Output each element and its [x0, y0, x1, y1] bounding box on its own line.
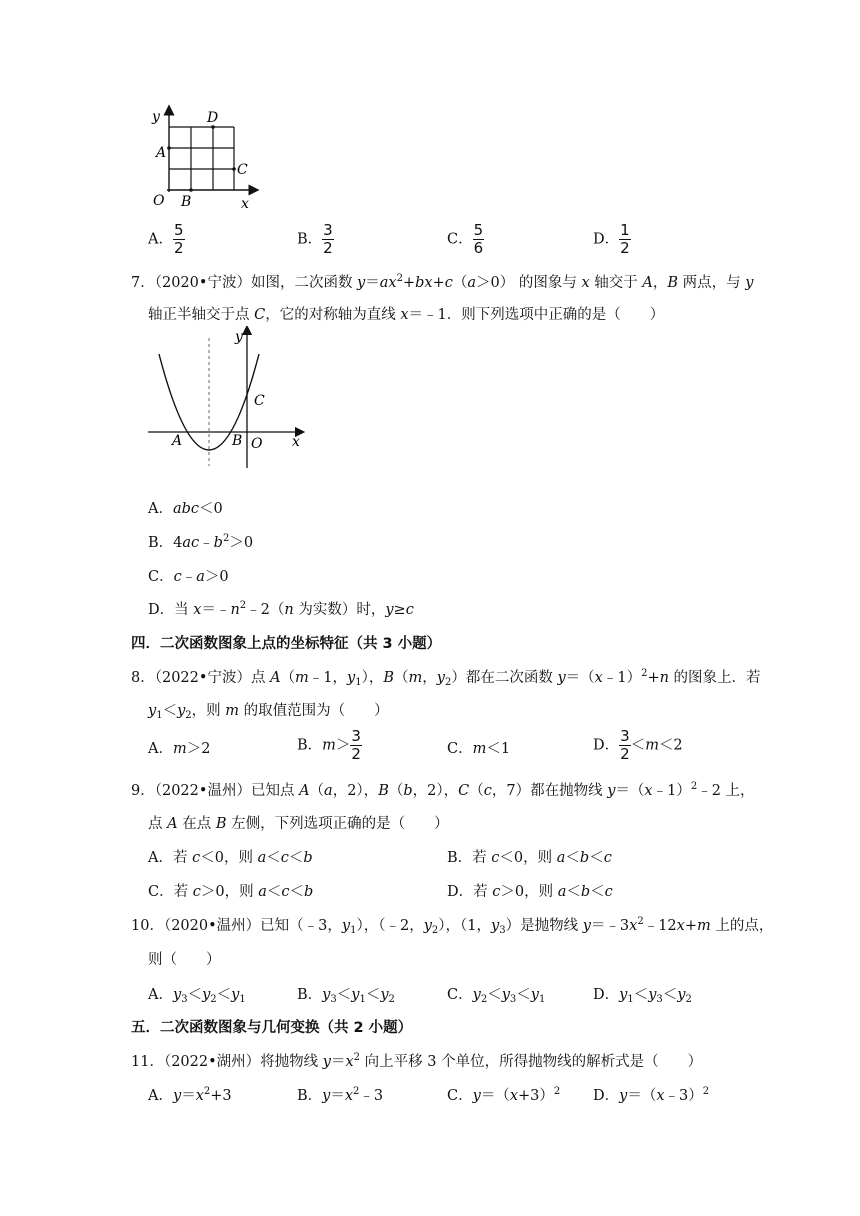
q6-option-b: B． $\frac{3}{2}$	[297, 221, 333, 257]
q9-stem-line1: 9．（2022•温州）已知点 A（a，2），B（b，2），C（c，7）都在抛物线 y＝（x﹣1）$^2$﹣2 上，	[131, 781, 755, 799]
fig7-x-label: x	[292, 434, 300, 450]
q9-option-c: C．若 c＞0，则 a＜c＜b	[148, 884, 314, 900]
fig7-a-label: A	[172, 433, 183, 449]
q6-option-d: D． $\frac{1}{2}$	[593, 221, 630, 257]
q11-option-d: D．y＝（x﹣3）$^2$	[593, 1086, 710, 1104]
q7-stem-line1: 7．（2020•宁波）如图，二次函数 $y=ax^2+bx+c(a>0)$ 的图象与 x 轴交于 A，B 两点，与 y	[131, 273, 754, 291]
q7-option-d: D．当 $x=﹣n^2﹣2(n$ 为实数）时，y≥c	[148, 600, 414, 618]
fig6-x-label: x	[241, 196, 249, 212]
q11-option-b: B．$y=x^2﹣3$	[297, 1086, 384, 1104]
fig7-y-label: y	[235, 329, 243, 345]
q10-stem-line2: 则（ ）	[148, 952, 221, 968]
q10-option-d: D．$y_1<y_3<y_2$	[593, 987, 692, 1005]
fig7-b-label: B	[232, 433, 243, 449]
section-4-heading: 四．二次函数图象上点的坐标特征（共 3 小题）	[131, 636, 442, 652]
fig6-d-label: D	[207, 110, 219, 126]
q6-grid-figure	[148, 104, 263, 214]
q8-stem-line1: 8．（2022•宁波）点 A（m﹣1，$y_1$），B（m，$y_2$）都在二次函数 y＝（x﹣1）$^2$+n 的图象上．若	[131, 668, 761, 688]
q10-option-c: C．$y_2<y_3<y_1$	[447, 987, 546, 1005]
q9-option-d: D．若 c＞0，则 a＜b＜c	[447, 884, 613, 900]
fig6-origin-label: O	[153, 193, 165, 209]
fig6-y-label: y	[152, 109, 160, 125]
section-5-heading: 五．二次函数图象与几何变换（共 2 小题）	[131, 1020, 413, 1036]
q6-option-c: C． $\frac{5}{6}$	[447, 221, 484, 257]
fig6-c-label: C	[237, 162, 248, 178]
q10-option-b: B．$y_3<y_1<y_2$	[297, 987, 395, 1005]
q10-option-a: A．$y_3<y_2<y_1$	[148, 987, 246, 1005]
fig7-c-label: C	[254, 393, 265, 409]
q7-option-c: C．c﹣a＞0	[148, 569, 229, 585]
fig6-b-label: B	[181, 194, 192, 210]
q11-option-c: C．$y=(x+3)^2$	[447, 1086, 561, 1104]
q8-option-c: C．m＜1	[447, 741, 511, 757]
q7-parabola-figure	[145, 326, 305, 476]
q10-stem-line1: 10．（2020•温州）已知（﹣3，$y_1$），（﹣2，$y_2$），（1，$y_3$）是抛物线 $y=﹣3x^2﹣12x+m$ 上的点，	[131, 916, 774, 936]
q8-option-d: D． $\frac{3}{2}$ ＜m＜2	[593, 727, 683, 763]
q9-option-a: A．若 c＜0，则 a＜c＜b	[148, 850, 313, 866]
q11-option-a: A．$y=x^2+3$	[148, 1086, 232, 1104]
q11-stem: 11．（2022•湖州）将抛物线 $y=x^2$ 向上平移 3 个单位，所得抛物线的解析式是（ ）	[131, 1052, 703, 1070]
q7-stem-line2: 轴正半轴交于点 C，它的对称轴为直线 x＝﹣1．则下列选项中正确的是（ ）	[148, 307, 665, 323]
fig6-a-label: A	[156, 145, 167, 161]
fig7-origin-label: O	[251, 436, 263, 452]
q8-option-b: B．m＞ $\frac{3}{2}$	[297, 727, 361, 763]
q6-option-a: A． $\frac{5}{2}$	[148, 221, 184, 257]
q7-option-b: B．$4ac﹣b^2>0$	[148, 533, 254, 551]
q9-option-b: B．若 c＜0，则 a＜b＜c	[447, 850, 612, 866]
q9-stem-line2: 点 A 在点 B 左侧，下列选项正确的是（ ）	[148, 816, 449, 832]
q8-option-a: A．m＞2	[148, 741, 211, 757]
q7-option-a: A．abc＜0	[148, 501, 223, 517]
q8-stem-line2: $y_1<y_2$，则 m 的取值范围为（ ）	[148, 703, 389, 721]
